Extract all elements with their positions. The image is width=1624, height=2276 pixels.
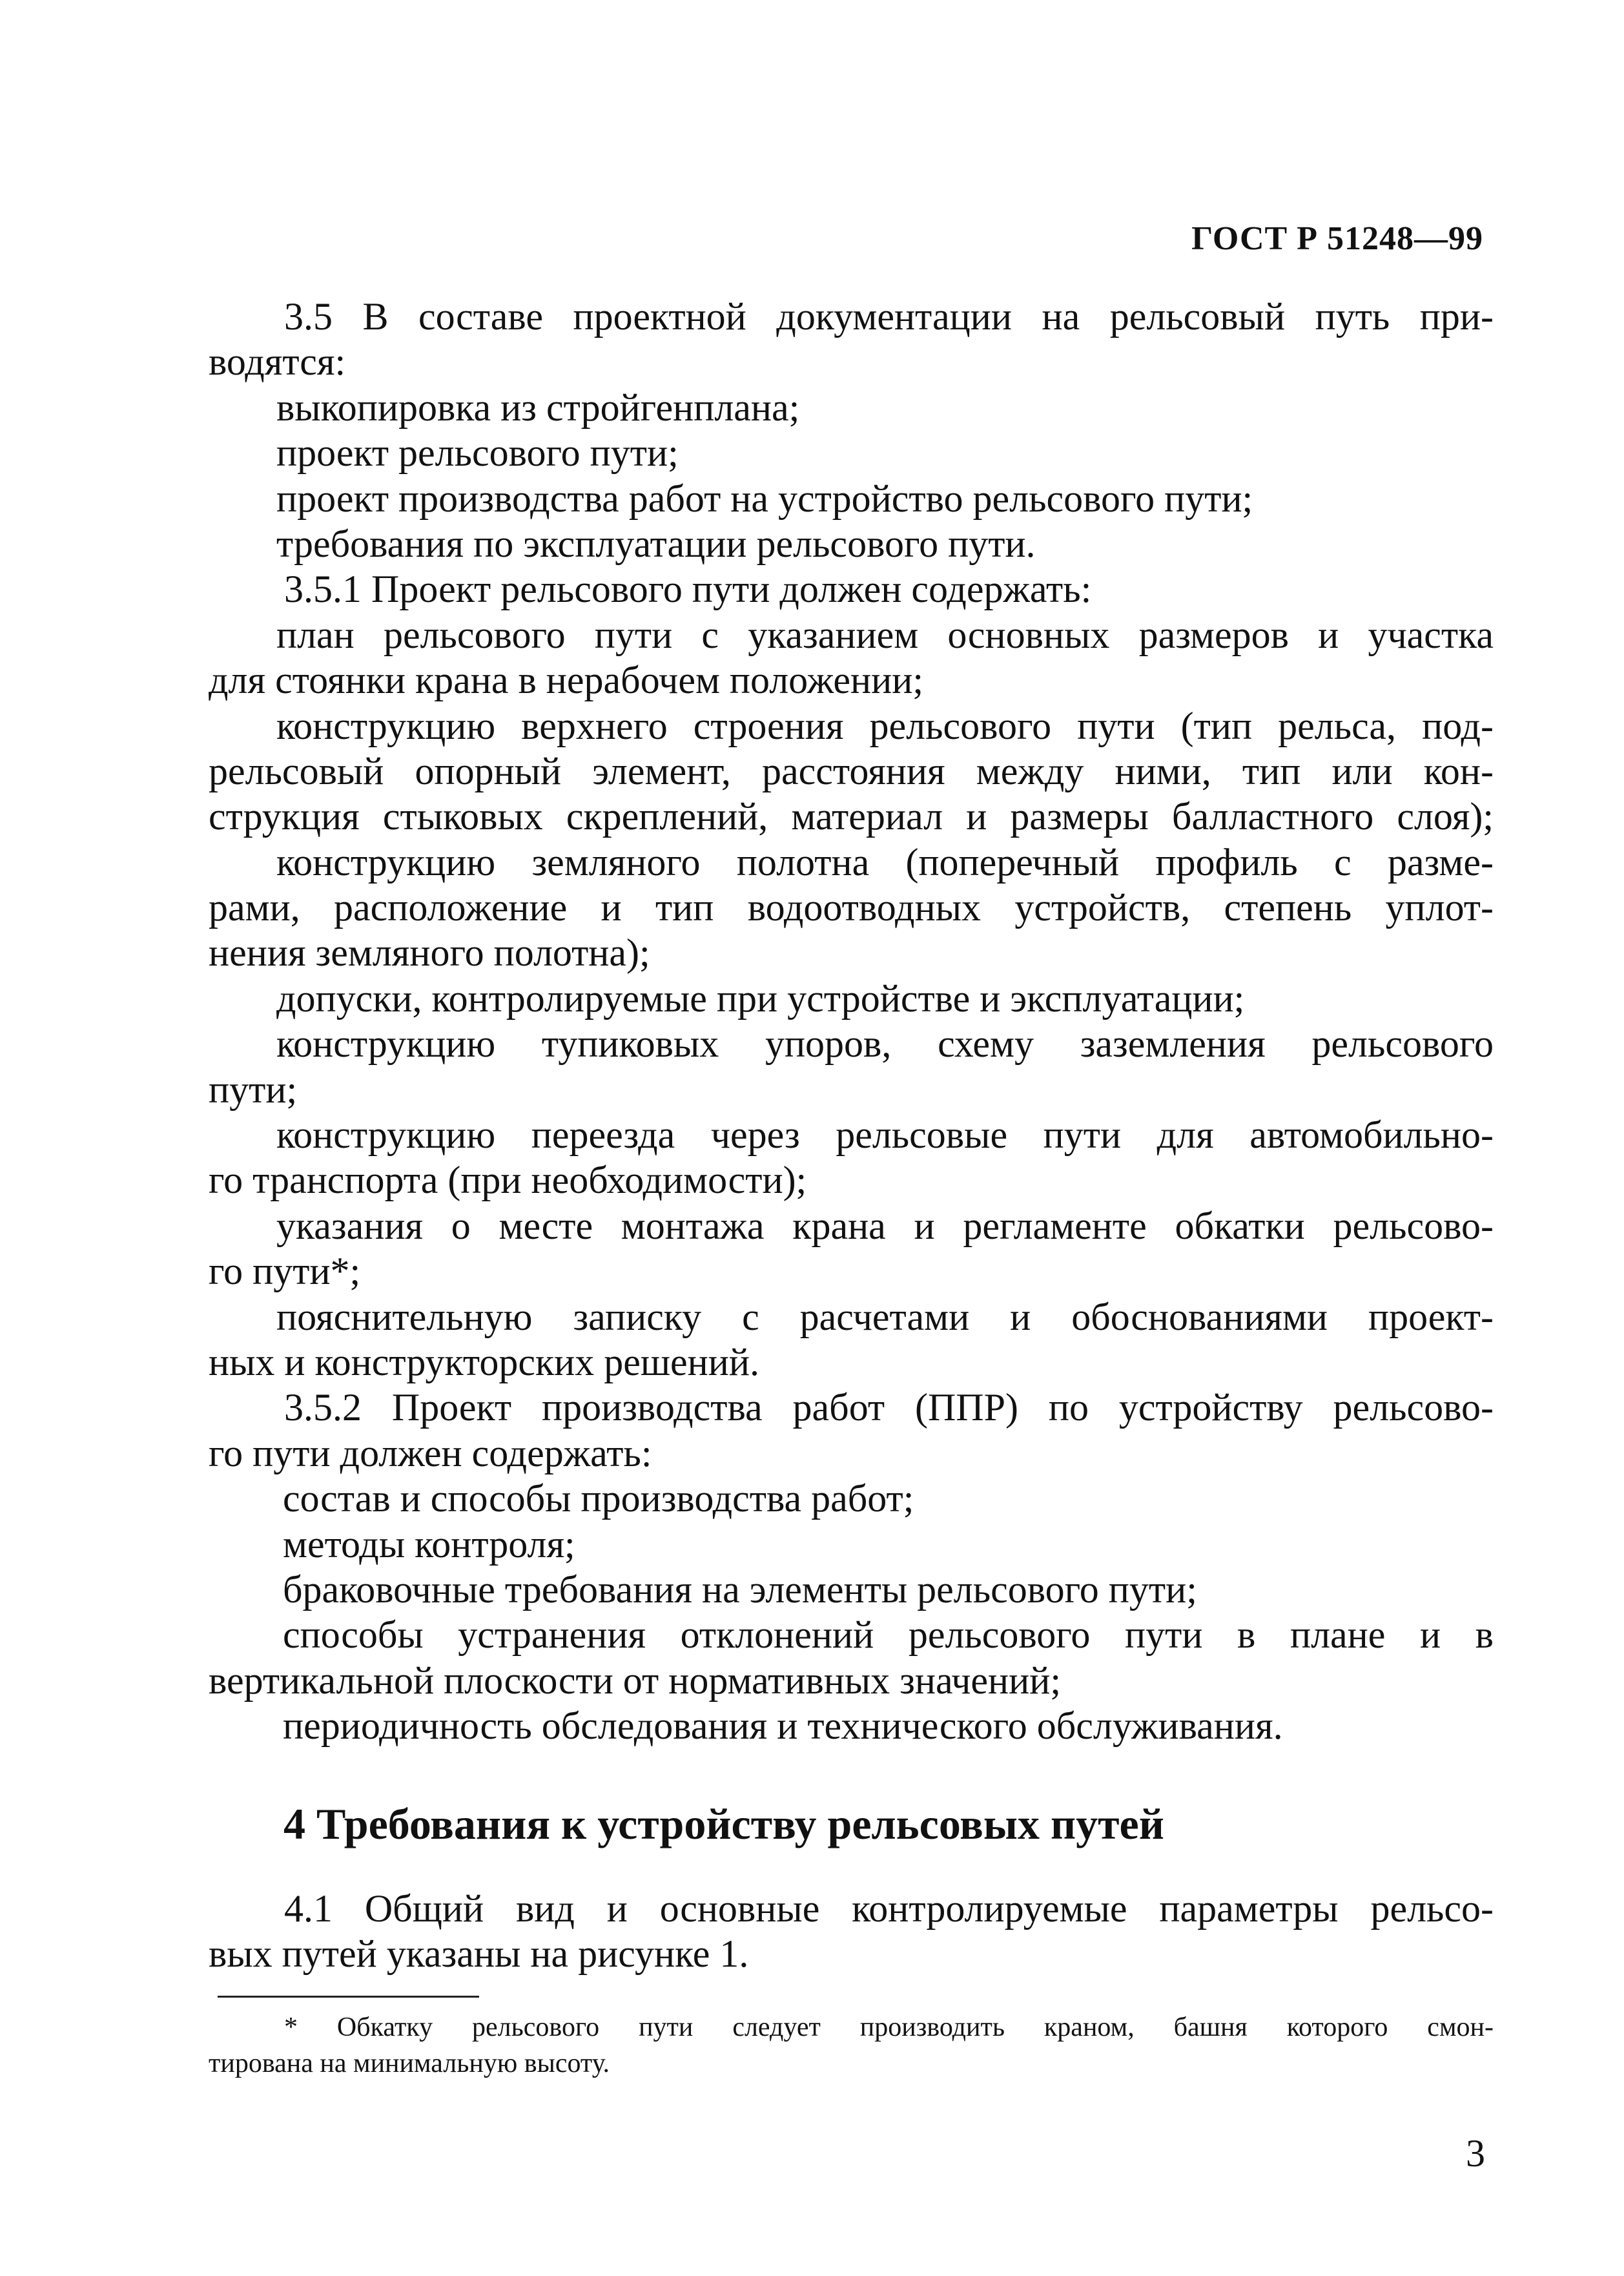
text-line: выкопировка из стройгенплана;	[276, 386, 800, 429]
text-line: ных и конструкторских решений.	[209, 1340, 760, 1383]
text-line: рами, расположение и тип водоотводных устройств, степень уплот-	[209, 886, 1494, 929]
text-line: браковочные требования на элементы рельсового пути;	[283, 1567, 1197, 1611]
footnote-divider	[218, 1996, 479, 1998]
text-line: вертикальной плоскости от нормативных значений;	[209, 1659, 1061, 1702]
text-line: рельсовый опорный элемент, расстояния между ними, тип или кон-	[209, 749, 1494, 792]
footnote-line: тирована на минимальную высоту.	[209, 2049, 610, 2079]
text-line: способы устранения отклонений рельсового пути в плане и в	[283, 1613, 1494, 1657]
text-line: конструкцию верхнего строения рельсового пути (тип рельса, под-	[276, 704, 1494, 747]
text-line: конструкцию переезда через рельсовые пути для автомобильно-	[276, 1113, 1494, 1157]
text-line: го пути должен содержать:	[209, 1431, 652, 1474]
text-line: вых путей указаны на рисунке 1.	[209, 1932, 749, 1975]
section-heading: 4 Требования к устройству рельсовых путей	[283, 1799, 1164, 1848]
footnote-line: * Обкатку рельсового пути следует производить краном, башня которого смон-	[284, 2012, 1494, 2043]
text-line: конструкцию земляного полотна (поперечный профиль с разме-	[276, 840, 1494, 884]
text-line: методы контроля;	[283, 1522, 575, 1566]
text-line: водятся:	[209, 340, 346, 384]
text-line: конструкцию тупиковых упоров, схему заземления рельсового	[276, 1022, 1494, 1066]
text-line: для стоянки крана в нерабочем положении;	[209, 659, 923, 702]
text-line: го пути*;	[209, 1250, 361, 1293]
text-line: 3.5 В составе проектной документации на рельсовый путь при-	[284, 295, 1494, 338]
text-line: 3.5.1 Проект рельсового пути должен содержать:	[284, 568, 1092, 611]
text-line: проект производства работ на устройство рельсового пути;	[276, 477, 1253, 520]
text-line: 4.1 Общий вид и основные контролируемые параметры рельсо-	[284, 1887, 1494, 1930]
text-line: допуски, контролируемые при устройстве и эксплуатации;	[276, 977, 1245, 1020]
text-line: пояснительную записку с расчетами и обоснованиями проект-	[276, 1295, 1494, 1338]
document-code: ГОСТ Р 51248—99	[1191, 220, 1483, 257]
text-line: проект рельсового пути;	[276, 431, 679, 475]
text-line: периодичность обследования и технического обслуживания.	[283, 1704, 1283, 1748]
text-line: план рельсового пути с указанием основных размеров и участка	[276, 613, 1494, 656]
text-line: го транспорта (при необходимости);	[209, 1159, 807, 1202]
page-content	[209, 294, 1494, 2082]
text-line: струкция стыковых скреплений, материал и размеры балластного слоя);	[209, 795, 1494, 838]
text-line: нения земляного полотна);	[209, 931, 650, 975]
page-number: 3	[1466, 2132, 1485, 2175]
text-line: указания о месте монтажа крана и регламенте обкатки рельсово-	[276, 1204, 1494, 1247]
text-line: состав и способы производства работ;	[283, 1477, 914, 1520]
text-line: 3.5.2 Проект производства работ (ППР) по устройству рельсово-	[284, 1386, 1494, 1429]
text-line: требования по эксплуатации рельсового пути.	[276, 522, 1036, 565]
text-line: пути;	[209, 1068, 298, 1111]
